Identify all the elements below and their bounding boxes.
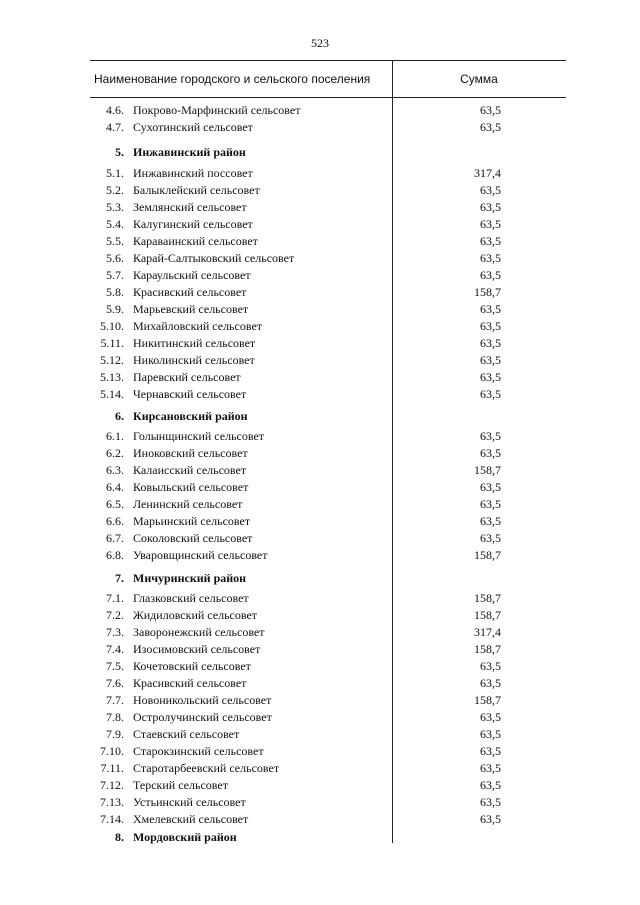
row-number: 7.9.: [106, 727, 124, 741]
table-row: [0, 607, 640, 623]
table-row: [0, 233, 640, 249]
row-number: 6.1.: [106, 429, 124, 443]
row-number: 6.8.: [106, 548, 124, 562]
settlement-name: Красивский сельсовет: [133, 676, 247, 690]
settlement-name: Изосимовский сельсовет: [133, 642, 261, 656]
table-row: [0, 692, 640, 708]
sum-value: 63,5: [480, 336, 501, 350]
table-row: [0, 301, 640, 317]
settlement-name: Терский сельсовет: [133, 778, 228, 792]
settlement-name: Остролучинский сельсовет: [133, 710, 272, 724]
table-row: [0, 369, 640, 385]
row-number: 7.5.: [106, 659, 124, 673]
sum-value: 63,5: [480, 497, 501, 511]
table-row: [0, 726, 640, 742]
row-number: 5.12.: [100, 353, 124, 367]
settlement-name: Землянский сельсовет: [133, 200, 247, 214]
sum-value: 63,5: [480, 251, 501, 265]
table-row: [0, 335, 640, 351]
sum-value: 63,5: [480, 676, 501, 690]
table-row: [0, 102, 640, 118]
row-number: 7.4.: [106, 642, 124, 656]
row-number: 5.7.: [106, 268, 124, 282]
row-number: 5.2.: [106, 183, 124, 197]
sum-value: 63,5: [480, 234, 501, 248]
table-row: [0, 624, 640, 640]
table-row: [0, 743, 640, 759]
row-number: 6.: [115, 409, 124, 423]
table-row: [0, 462, 640, 478]
table-row: [0, 794, 640, 810]
sum-value: 158,7: [474, 608, 501, 622]
settlement-name: Иноковский сельсовет: [133, 446, 248, 460]
sum-value: 63,5: [480, 531, 501, 545]
settlement-name: Ленинский сельсовет: [133, 497, 243, 511]
table-row: [0, 658, 640, 674]
row-number: 7.1.: [106, 591, 124, 605]
settlement-name: Ковыльский сельсовет: [133, 480, 249, 494]
row-number: 4.6.: [106, 103, 124, 117]
settlement-name: Старокзинский сельсовет: [133, 744, 264, 758]
sum-value: 158,7: [474, 642, 501, 656]
sum-value: 63,5: [480, 795, 501, 809]
settlement-name: Кочетовский сельсовет: [133, 659, 251, 673]
sum-value: 63,5: [480, 268, 501, 282]
settlement-name: Жидиловский сельсовет: [133, 608, 258, 622]
row-number: 7.3.: [106, 625, 124, 639]
sum-value: 63,5: [480, 812, 501, 826]
settlement-name: Устьинский сельсовет: [133, 795, 246, 809]
section-row: [0, 408, 640, 424]
row-number: 5.9.: [106, 302, 124, 316]
header-name-column: Наименование городского и сельского поселения: [94, 72, 371, 86]
sum-value: 63,5: [480, 387, 501, 401]
table-row: [0, 318, 640, 334]
table-row: [0, 709, 640, 725]
settlement-name: Покрово-Марфинский сельсовет: [133, 103, 301, 117]
table-row: [0, 547, 640, 563]
settlement-name: Балыклейский сельсовет: [133, 183, 260, 197]
district-name: Мордовский район: [133, 830, 237, 844]
sum-value: 63,5: [480, 183, 501, 197]
table-row: [0, 267, 640, 283]
settlement-name: Николинский сельсовет: [133, 353, 255, 367]
row-number: 5.8.: [106, 285, 124, 299]
settlement-name: Калаисский сельсовет: [133, 463, 247, 477]
sum-value: 158,7: [474, 285, 501, 299]
settlement-name: Хмелевский сельсовет: [133, 812, 249, 826]
sum-value: 63,5: [480, 120, 501, 134]
sum-value: 63,5: [480, 302, 501, 316]
sum-value: 63,5: [480, 103, 501, 117]
sum-value: 63,5: [480, 744, 501, 758]
table-row: [0, 250, 640, 266]
table-row: [0, 119, 640, 135]
sum-value: 158,7: [474, 591, 501, 605]
table-row: [0, 199, 640, 215]
sum-value: 63,5: [480, 429, 501, 443]
settlement-name: Глазковский сельсовет: [133, 591, 249, 605]
settlement-name: Уваровщинский сельсовет: [133, 548, 268, 562]
sum-value: 63,5: [480, 727, 501, 741]
row-number: 6.5.: [106, 497, 124, 511]
settlement-name: Караваинский сельсовет: [133, 234, 258, 248]
sum-value: 63,5: [480, 514, 501, 528]
table-row: [0, 216, 640, 232]
sum-value: 317,4: [474, 625, 501, 639]
row-number: 5.4.: [106, 217, 124, 231]
settlement-name: Соколовский сельсовет: [133, 531, 253, 545]
settlement-name: Новоникольский сельсовет: [133, 693, 272, 707]
row-number: 7.8.: [106, 710, 124, 724]
sum-value: 63,5: [480, 353, 501, 367]
settlement-name: Паревский сельсовет: [133, 370, 241, 384]
sum-value: 317,4: [474, 166, 501, 180]
row-number: 5.: [115, 145, 124, 159]
sum-value: 63,5: [480, 659, 501, 673]
row-number: 4.7.: [106, 120, 124, 134]
row-number: 5.5.: [106, 234, 124, 248]
sum-value: 63,5: [480, 446, 501, 460]
table-row: [0, 675, 640, 691]
row-number: 7.6.: [106, 676, 124, 690]
settlement-name: Заворонежский сельсовет: [133, 625, 265, 639]
page-number: 523: [311, 36, 329, 50]
settlement-name: Карай-Салтыковский сельсовет: [133, 251, 295, 265]
row-number: 7.12.: [100, 778, 124, 792]
settlement-name: Михайловский сельсовет: [133, 319, 263, 333]
row-number: 5.1.: [106, 166, 124, 180]
row-number: 6.7.: [106, 531, 124, 545]
row-number: 6.6.: [106, 514, 124, 528]
section-row: [0, 829, 640, 845]
table-row: [0, 479, 640, 495]
table-row: [0, 386, 640, 402]
table-row: [0, 284, 640, 300]
settlement-name: Старотарбеевский сельсовет: [133, 761, 280, 775]
section-row: [0, 570, 640, 586]
settlement-name: Калугинский сельсовет: [133, 217, 253, 231]
row-number: 7.14.: [100, 812, 124, 826]
row-number: 5.3.: [106, 200, 124, 214]
row-number: 5.6.: [106, 251, 124, 265]
table-row: [0, 445, 640, 461]
sum-value: 158,7: [474, 693, 501, 707]
table-row: [0, 777, 640, 793]
sum-value: 63,5: [480, 217, 501, 231]
settlement-name: Голынщинский сельсовет: [133, 429, 265, 443]
row-number: 7.7.: [106, 693, 124, 707]
row-number: 6.4.: [106, 480, 124, 494]
sum-value: 63,5: [480, 319, 501, 333]
settlement-name: Караульский сельсовет: [133, 268, 251, 282]
settlement-name: Чернавский сельсовет: [133, 387, 247, 401]
section-row: [0, 144, 640, 160]
table-row: [0, 496, 640, 512]
table-row: [0, 760, 640, 776]
header-sum-column: Сумма: [460, 72, 498, 86]
settlement-name: Красивский сельсовет: [133, 285, 247, 299]
settlement-name: Никитинский сельсовет: [133, 336, 256, 350]
row-number: 5.13.: [100, 370, 124, 384]
sum-value: 63,5: [480, 761, 501, 775]
row-number: 7.11.: [100, 761, 124, 775]
sum-value: 63,5: [480, 370, 501, 384]
settlement-name: Стаевский сельсовет: [133, 727, 240, 741]
settlement-name: Инжавинский поссовет: [133, 166, 253, 180]
row-number: 7.: [115, 571, 124, 585]
sum-value: 63,5: [480, 480, 501, 494]
row-number: 5.10.: [100, 319, 124, 333]
sum-value: 63,5: [480, 778, 501, 792]
table-row: [0, 811, 640, 827]
settlement-name: Марьевский сельсовет: [133, 302, 249, 316]
district-name: Мичуринский район: [133, 571, 247, 585]
district-name: Кирсановский район: [133, 409, 248, 423]
row-number: 7.13.: [100, 795, 124, 809]
sum-value: 158,7: [474, 463, 501, 477]
sum-value: 158,7: [474, 548, 501, 562]
row-number: 7.10.: [100, 744, 124, 758]
row-number: 6.2.: [106, 446, 124, 460]
table-row: [0, 513, 640, 529]
settlement-name: Сухотинский сельсовет: [133, 120, 253, 134]
table-row: [0, 165, 640, 181]
table-row: [0, 428, 640, 444]
row-number: 7.2.: [106, 608, 124, 622]
row-number: 5.14.: [100, 387, 124, 401]
table-row: [0, 182, 640, 198]
sum-value: 63,5: [480, 710, 501, 724]
sum-value: 63,5: [480, 200, 501, 214]
table-row: [0, 641, 640, 657]
row-number: 5.11.: [100, 336, 124, 350]
table-row: [0, 352, 640, 368]
table-row: [0, 530, 640, 546]
table-row: [0, 590, 640, 606]
row-number: 6.3.: [106, 463, 124, 477]
settlement-name: Марьинский сельсовет: [133, 514, 251, 528]
district-name: Инжавинский район: [133, 145, 246, 159]
row-number: 8.: [115, 830, 124, 844]
